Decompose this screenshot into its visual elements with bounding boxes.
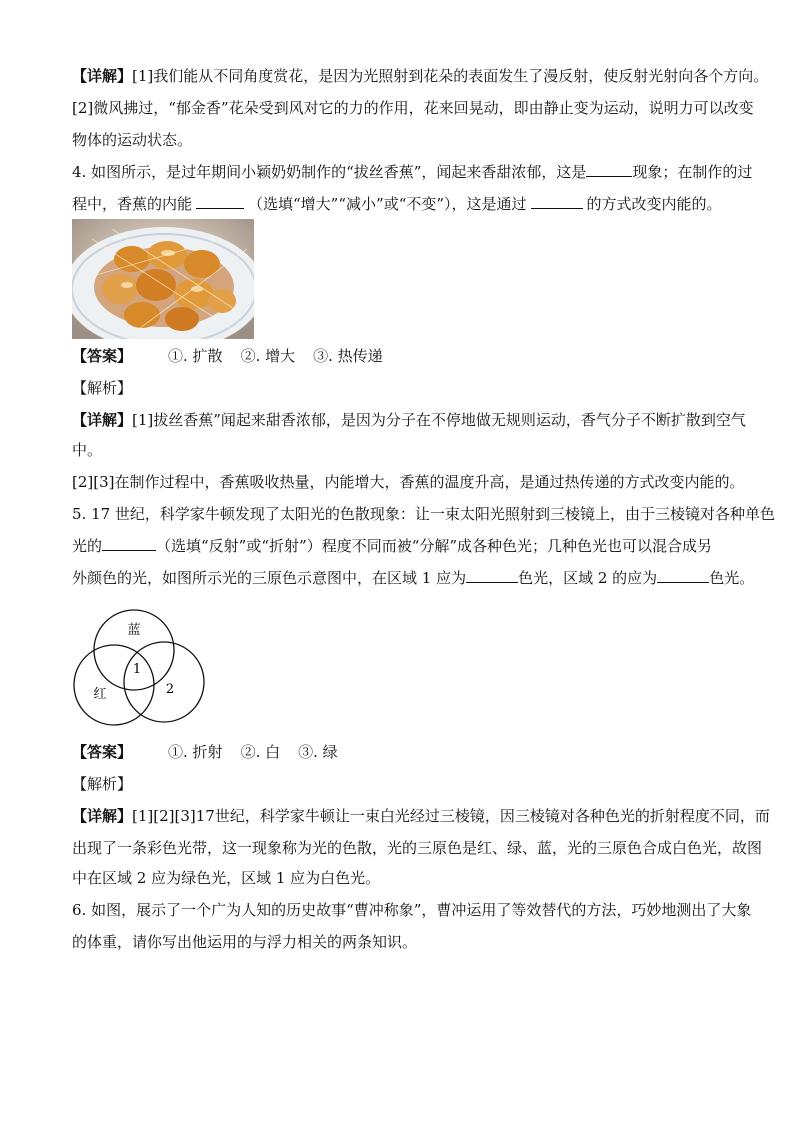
- answer-line-5: [72, 742, 356, 762]
- analysis-tag: 【解析】: [72, 379, 133, 397]
- answer-item: ②. 白: [240, 743, 281, 761]
- question-4-line-2: 程中，香蕉的内能 （选填“增大”“减小”或“不变”），这是通过 的方式改变内能的。: [72, 195, 722, 213]
- detail-line: [2][3]在制作过程中，香蕉吸收热量，内能增大，香蕉的温度升高，是通过热传递的方式改变内能的。: [72, 473, 745, 491]
- detail-paragraph-line: [2]微风拂过，“郁金香”花朵受到风对它的力的作用，花来回晃动，即由静止变为运动，说明力可以改变: [72, 99, 754, 117]
- detail-line: 【详解】[1][2][3]17世纪，科学家牛顿让一束白光经过三棱镜，因三棱镜对各种色光的折射程度不同，而: [72, 807, 770, 825]
- question-5-line-2: 光的 （选填“反射”或“折射”）程度不同而被“分解”成各种色光；几种色光也可以混合成另: [72, 537, 713, 555]
- answer-blank: [531, 194, 583, 209]
- answer-blank: [657, 568, 709, 583]
- detail-line: 出现了一条彩色光带，这一现象称为光的色散，光的三原色是红、绿、蓝，光的三原色合成白色光，故图: [72, 839, 763, 857]
- detail-paragraph-line: 物体的运动状态。: [72, 131, 193, 149]
- answer-blank: [196, 194, 244, 209]
- answer-blank: [586, 162, 632, 177]
- detail-line: 中在区域 2 应为绿色光，区域 1 应为白色光。: [72, 869, 381, 887]
- analysis-tag: 【解析】: [72, 775, 133, 793]
- label-blue: 蓝: [127, 623, 141, 638]
- answer-item: ③. 热传递: [313, 347, 383, 365]
- answer-tag: 【答案】: [72, 743, 133, 761]
- green-circle: [124, 642, 204, 722]
- detail-line: 【详解】[1]拔丝香蕉”闻起来甜香浓郁，是因为分子在不停地做无规则运动，香气分子不断扩散到空气: [72, 411, 746, 429]
- banana-dish-photo: [72, 219, 254, 339]
- answer-item: ①. 扩散: [168, 347, 223, 365]
- answer-tag: 【答案】: [72, 347, 133, 365]
- question-6-line-1: 6. 如图，展示了一个广为人知的历史故事“曹冲称象”，曹冲运用了等效替代的方法，巧妙地测出了大象: [72, 901, 752, 919]
- label-red: 红: [93, 687, 107, 702]
- question-5-line-1: 5. 17 世纪，科学家牛顿发现了太阳光的色散现象：让一束太阳光照射到三棱镜上，由于三棱镜对各种单色: [72, 505, 775, 523]
- three-primary-colors-diagram: [72, 602, 212, 736]
- question-5-line-3: 外颜色的光，如图所示光的三原色示意图中，在区域 1 应为 色光，区域 2 的应为 色光。: [72, 569, 755, 587]
- answer-line-4: [72, 346, 401, 366]
- detail-line: 中。: [72, 441, 103, 459]
- answer-item: ③. 绿: [298, 743, 338, 761]
- answer-item: ②. 增大: [240, 347, 296, 365]
- answer-blank: [466, 568, 518, 583]
- question-4-line-1: 4. 如图所示，是过年期间小颖奶奶制作的“拔丝香蕉”，闻起来香甜浓郁，这是 现象；在制作的过: [72, 163, 753, 181]
- question-6-line-2: 的体重，请你写出他运用的与浮力相关的两条知识。: [72, 933, 418, 951]
- detail-tag: 【详解】: [72, 67, 133, 85]
- answer-item: ①. 折射: [168, 743, 223, 761]
- detail-paragraph-line: [72, 66, 768, 86]
- label-region-2: 2: [165, 682, 175, 697]
- answer-blank: [102, 536, 156, 551]
- label-region-1: 1: [132, 662, 142, 677]
- detail-text: [1]我们能从不同角度赏花，是因为光照射到花朵的表面发生了漫反射，使反射光射向各个方向。: [132, 67, 769, 85]
